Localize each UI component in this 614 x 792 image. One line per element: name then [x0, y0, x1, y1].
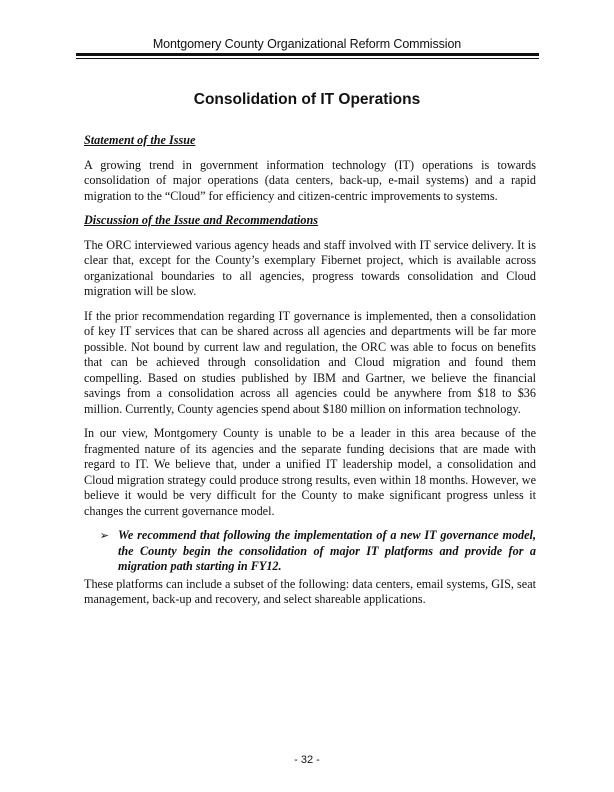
document-body [84, 133, 536, 608]
arrow-bullet-icon: ➢ [99, 529, 109, 542]
statement-heading: Statement of the Issue [84, 133, 196, 147]
discussion-paragraph-1: The ORC interviewed various agency heads and staff involved with IT service delivery. It is clear that, except for the County’s exemplary Fibernet project, which is available across organizational boundaries to all agencies, progress towards consolidation and Cloud migration will be slow. [84, 237, 536, 298]
page-header: Montgomery County Organizational Reform Commission [152, 37, 462, 51]
header-rule-thin [76, 58, 539, 59]
page-title: Consolidation of IT Operations [193, 91, 421, 108]
header-rule-thick [76, 53, 539, 56]
page-number: - 32 - [294, 754, 320, 766]
recommendation-item [84, 528, 536, 575]
discussion-paragraph-2: If the prior recommendation regarding IT governance is implemented, then a consolidation of key IT services that can be shared across all agencies and departments will be far more possible. Not bound by current law and regulation, the ORC was able to focus on benefits that can be achieved through consolidation and Cloud migration and found them compelling. Based on studies published by IBM and Gartner, we believe the financial savings from a consolidation across all agencies could be anywhere from $18 to $36 million. Currently, County agencies spend about $180 million on information technology. [84, 308, 536, 416]
recommendation-text: We recommend that following the implementation of a new IT governance model, the County begin the consolidation of major IT platforms and provide for a migration path starting in FY12. [118, 528, 536, 573]
discussion-heading: Discussion of the Issue and Recommendations [84, 213, 318, 227]
platforms-paragraph: These platforms can include a subset of the following: data centers, email systems, GIS, seat management, back-up and recovery, and select shareable applications. [84, 576, 536, 606]
statement-paragraph: A growing trend in government information technology (IT) operations is towards consolidation of major operations (data centers, back-up, e-mail systems) and a rapid migration to the “Cloud” for efficiency and citizen-centric improvements to systems. [84, 157, 536, 203]
discussion-paragraph-3: In our view, Montgomery County is unable to be a leader in this area because of the fragmented nature of its agencies and the separate funding decisions that are made with regard to IT. We believe that, under a unified IT leadership model, a consolidation and Cloud migration strategy could produce strong results, even within 18 months. However, we believe it would be very difficult for the County to make significant progress unless it changes the current governance model. [84, 426, 536, 518]
